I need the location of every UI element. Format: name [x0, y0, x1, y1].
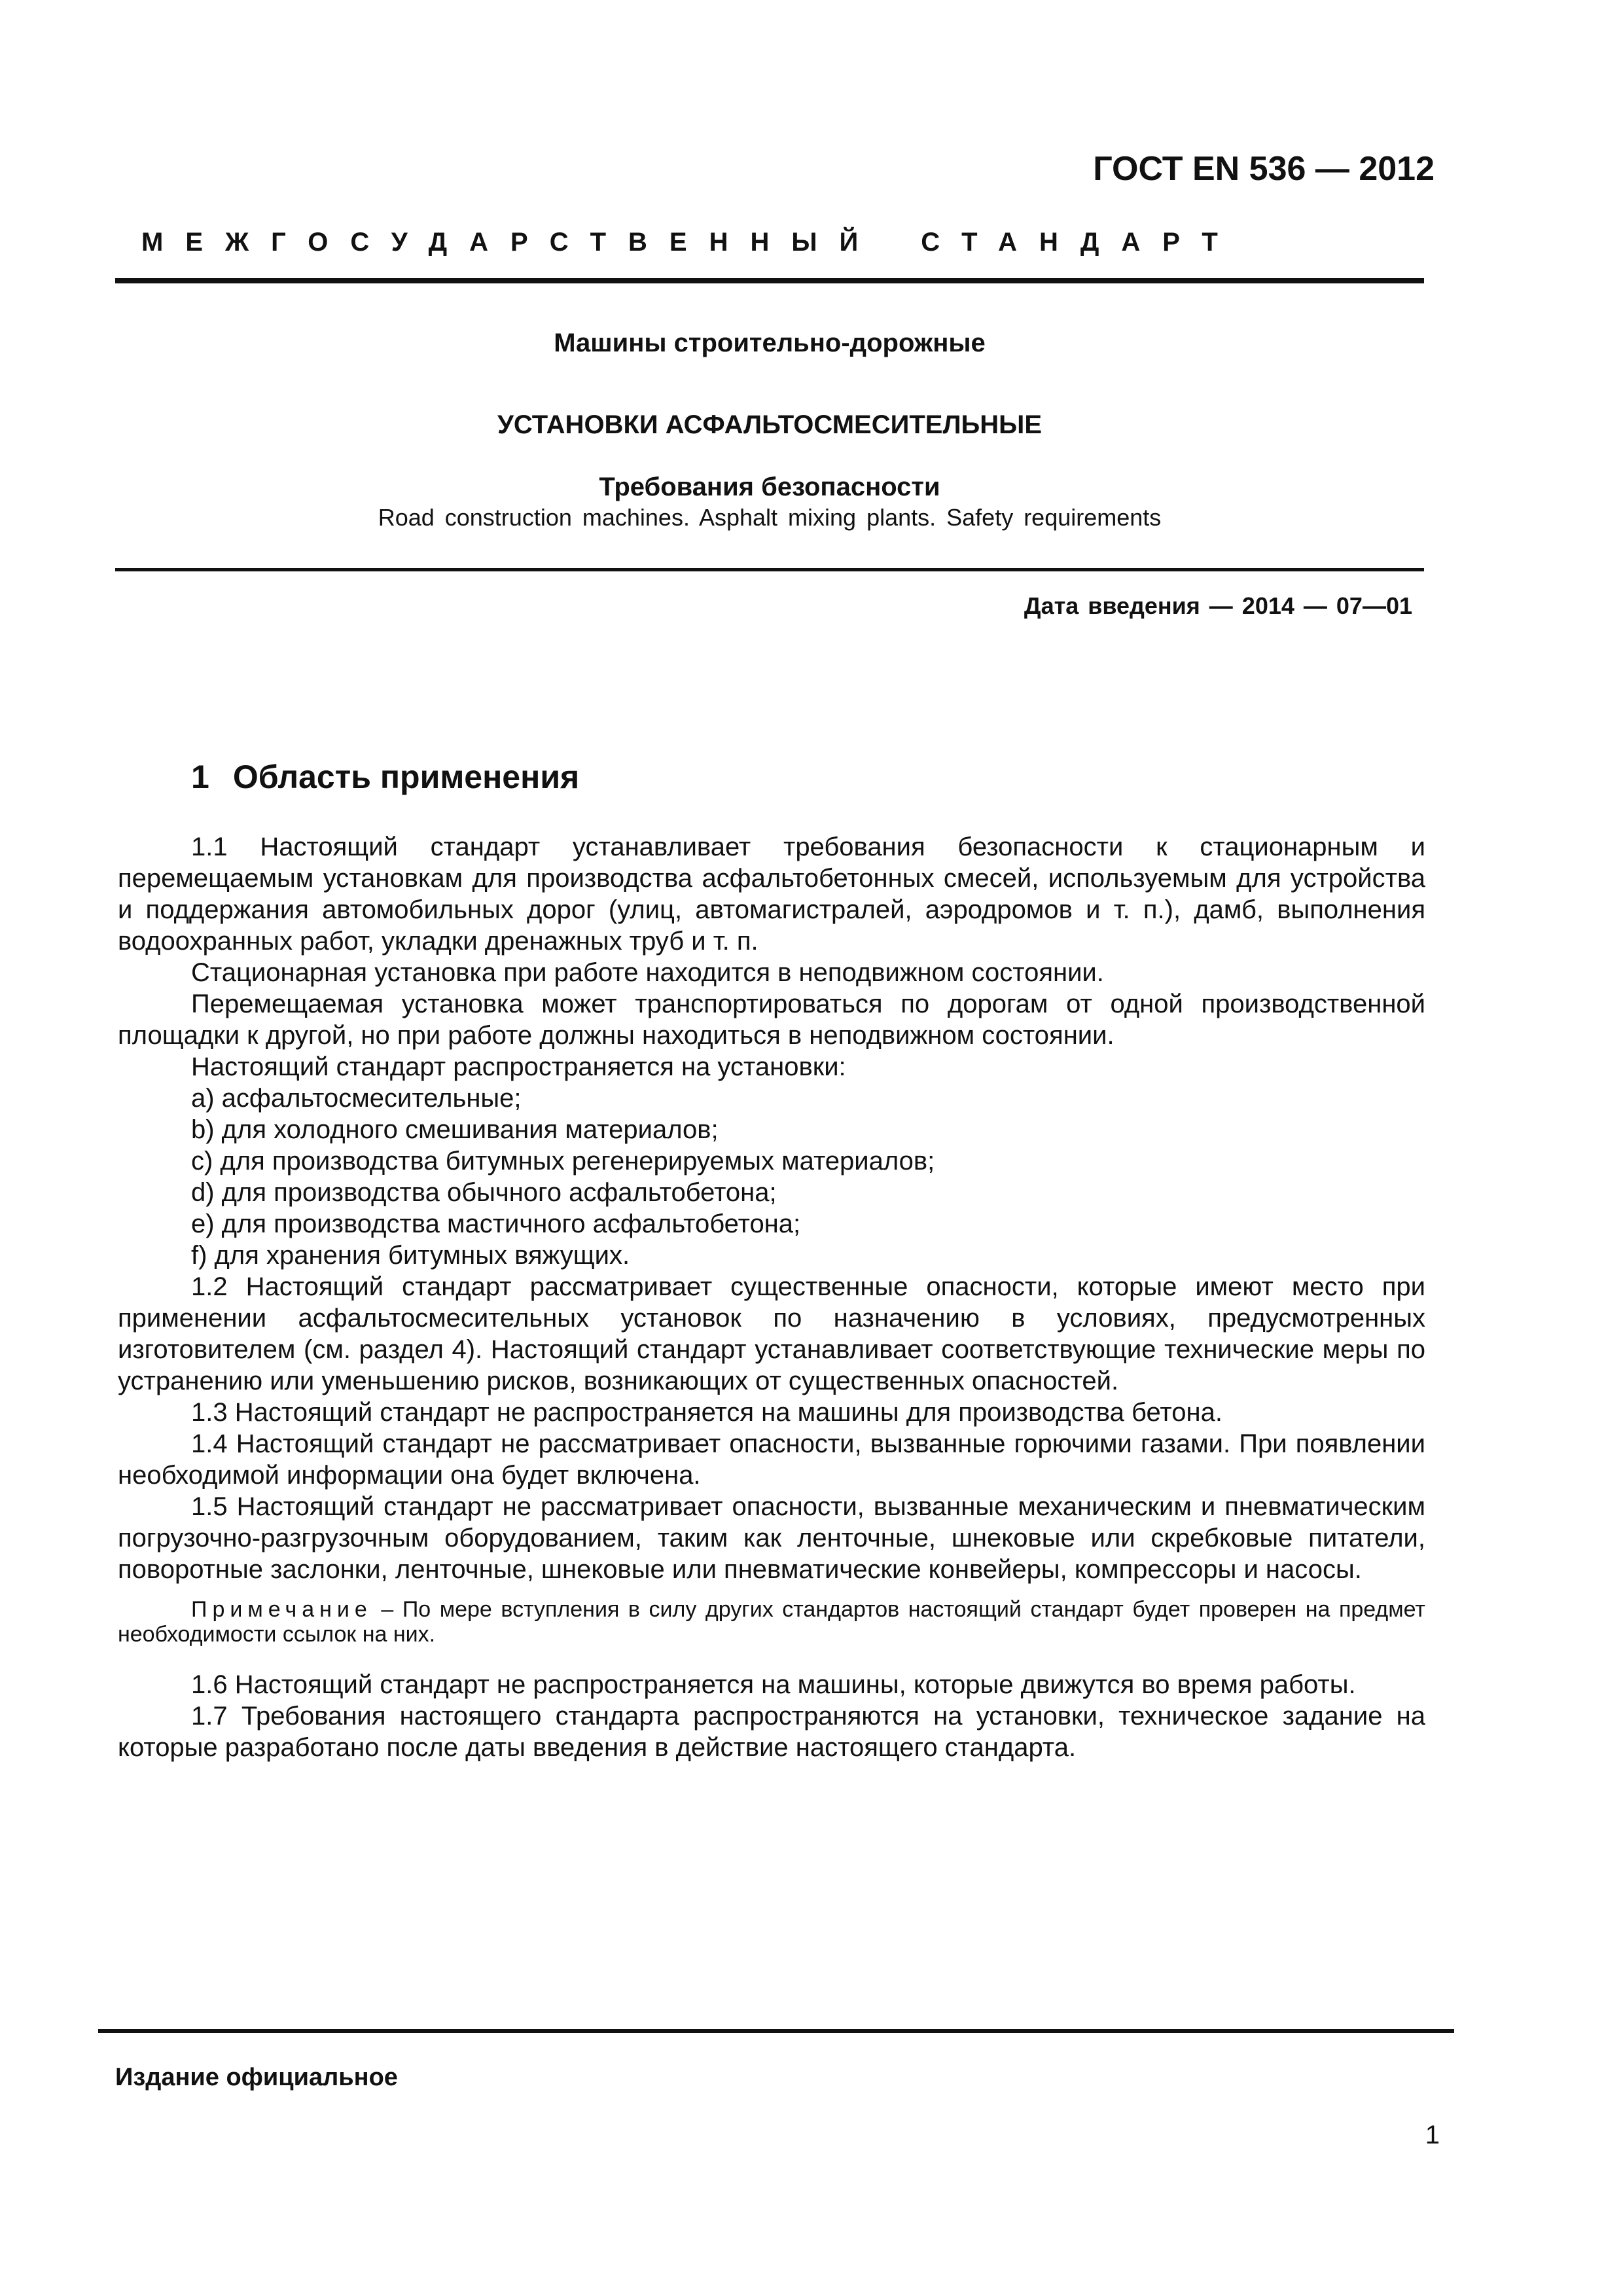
page-number: 1 [1425, 2121, 1440, 2149]
interstate-standard-banner [141, 228, 1385, 257]
paragraph-stationary: Стационарная установка при работе находится в неподвижном состоянии. [191, 958, 1104, 987]
interstate-word: МЕЖГОСУДАРСТВЕННЫЙ [141, 228, 881, 257]
paragraph-1-1: 1.1 Настоящий стандарт устанавливает требования безопасности к стационарным и перемещаемым установкам для производства асфальтобетонных смесей, используемым для устройства и поддержания автомобильных дорог (улиц, автомагистралей, аэродромов и т. п.), дамб, выполнения водоохранных работ, укладки дренажных труб и т. п. [118, 833, 1425, 956]
section-body [118, 831, 1425, 1763]
paragraph-1-7: 1.7 Требования настоящего стандарта распространяются на установки, техническое задание на которые разработано после даты введения в действие настоящего стандарта. [118, 1702, 1425, 1762]
list-item: d) для производства обычного асфальтобетона; [191, 1178, 777, 1207]
title-divider [115, 568, 1424, 571]
paragraph-1-4: 1.4 Настоящий стандарт не рассматривает опасности, вызванные горючими газами. При появлении необходимой информации она будет включена. [118, 1429, 1425, 1490]
paragraph-mobile: Перемещаемая установка может транспортироваться по дорогам от одной производственной площадки к другой, но при работе должны находиться в неподвижном состоянии. [118, 990, 1425, 1050]
standard-word: СТАНДАРТ [921, 228, 1240, 257]
introduction-date: Дата введения — 2014 — 07—01 [1024, 592, 1412, 619]
list-item: e) для производства мастичного асфальтобетона; [191, 1210, 801, 1238]
section-heading [191, 758, 579, 796]
paragraph-1-5: 1.5 Настоящий стандарт не рассматривает опасности, вызванные механическим и пневматическим погрузочно-разгрузочным оборудованием, таким как ленточные, шнековые или скребковые питатели, поворотные заслонки, ленточные, шнековые или пневматические конвейеры, компрессоры и насосы. [118, 1492, 1425, 1584]
list-item: f) для хранения битумных вяжущих. [191, 1241, 630, 1270]
header-divider [115, 278, 1424, 283]
note-label: Примечание [191, 1597, 372, 1622]
paragraph-1-6: 1.6 Настоящий стандарт не распространяется на машины, которые движутся во время работы. [191, 1670, 1356, 1699]
document-designation: ГОСТ EN 536 — 2012 [1093, 150, 1435, 188]
english-title: Road construction machines. Asphalt mixing plants. Safety requirements [378, 504, 1162, 531]
paragraph-1-2: 1.2 Настоящий стандарт рассматривает существенные опасности, которые имеют место при применении асфальтосмесительных установок по назначению в условиях, предусмотренных изготовителем (см. раздел 4). Настоящий стандарт устанавливает соответствующие технические меры по устранению или уменьшению рисков, возникающих от существенных опасностей. [118, 1272, 1425, 1395]
list-item: c) для производства битумных регенерируемых материалов; [191, 1147, 935, 1175]
note [118, 1597, 1425, 1647]
note-text: – По мере вступления в силу других стандартов настоящий стандарт будет проверен на предмет необходимости ссылок на них. [118, 1597, 1425, 1647]
list-item: a) асфальтосмесительные; [191, 1084, 522, 1113]
paragraph-1-3: 1.3 Настоящий стандарт не распространяется на машины для производства бетона. [191, 1398, 1222, 1427]
document-requirements-title: Требования безопасности [599, 473, 940, 501]
document-title: УСТАНОВКИ АСФАЛЬТОСМЕСИТЕЛЬНЫЕ [497, 410, 1042, 439]
paragraph-applies: Настоящий стандарт распространяется на установки: [191, 1052, 846, 1081]
official-edition-label: Издание официальное [115, 2064, 398, 2091]
list-item: b) для холодного смешивания материалов; [191, 1115, 719, 1144]
footer-divider [98, 2029, 1454, 2033]
document-subtitle: Машины строительно-дорожные [554, 329, 986, 357]
section-title: Область применения [232, 759, 580, 795]
section-number: 1 [191, 759, 209, 795]
